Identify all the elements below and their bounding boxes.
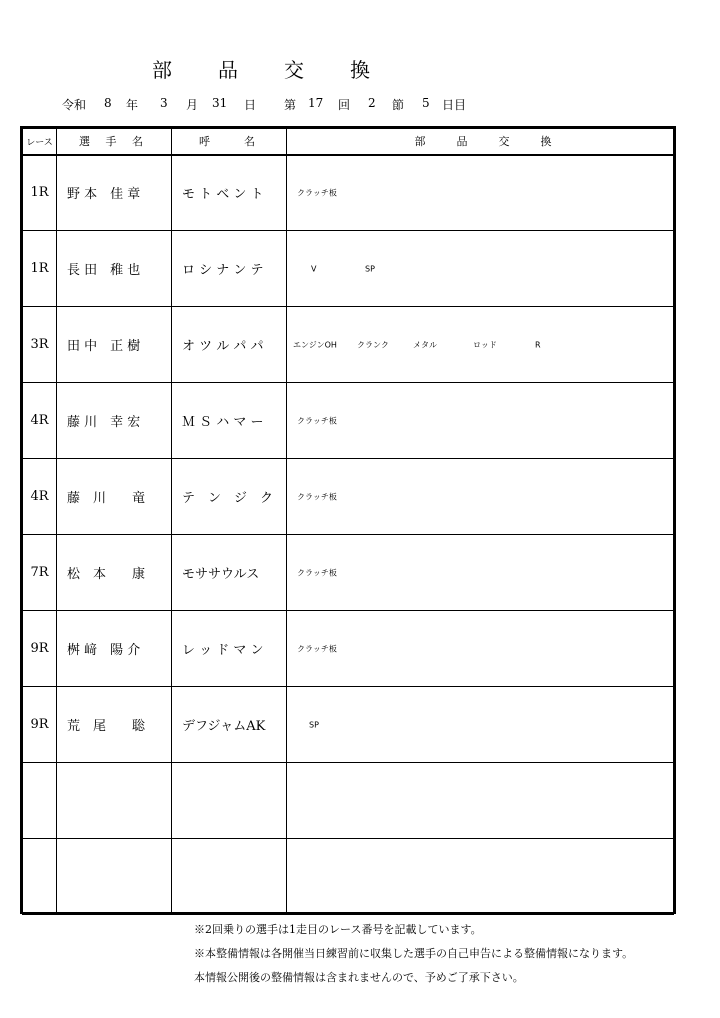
table-row [23, 763, 674, 839]
table-row [23, 611, 674, 687]
race-cell: 7R [23, 535, 57, 611]
nickname-cell: Ｍ Ｓ ハ マ ー [172, 383, 287, 459]
era: 令和 [62, 98, 87, 112]
table-row [23, 383, 674, 459]
day-unit: 日 [244, 98, 257, 112]
racer-name-cell: 荒 尾 聡 [57, 687, 172, 763]
parts-cell [287, 307, 674, 383]
part-item: クランク [357, 340, 389, 349]
race-cell [23, 839, 57, 915]
parts-cell [287, 535, 674, 611]
part-item: メタル [413, 340, 437, 349]
table-row [23, 155, 674, 231]
header-race: レース [23, 129, 57, 155]
header-parts-char: 換 [540, 135, 552, 149]
table-row [23, 839, 674, 915]
day: 31 [212, 96, 228, 110]
nickname-cell: テ ン ジ ク [172, 459, 287, 535]
race-cell: 3R [23, 307, 57, 383]
footnote: 本情報公開後の整備情報は含まれませんので、予めご了承下さい。 [194, 971, 524, 984]
header-nickname: 呼 名 [172, 129, 287, 155]
nickname-cell: デフジャムAK [172, 687, 287, 763]
racer-name-cell: 桝 﨑 陽 介 [57, 611, 172, 687]
nickname-cell: ロ シ ナ ン テ [172, 231, 287, 307]
part-item: R [535, 340, 541, 349]
nickname-cell: レ ッ ド マ ン [172, 611, 287, 687]
part-item: SP [365, 264, 375, 273]
race-cell: 9R [23, 687, 57, 763]
parts-cell [287, 611, 674, 687]
parts-cell [287, 839, 674, 915]
part-item: V [311, 264, 317, 273]
title-char: 交 [284, 58, 304, 82]
parts-cell [287, 459, 674, 535]
month-unit: 月 [186, 98, 199, 112]
part-item: ロッド [473, 340, 497, 349]
racer-name-cell [57, 763, 172, 839]
part-item: クラッチ板 [297, 492, 337, 501]
footnote: ※2回乗りの選手は1走目のレース番号を記載しています。 [194, 923, 482, 936]
table-row [23, 535, 674, 611]
racer-name-cell: 田 中 正 樹 [57, 307, 172, 383]
parts-cell [287, 383, 674, 459]
part-item: クラッチ板 [297, 188, 337, 198]
header-parts-char: 交 [498, 135, 510, 149]
race-cell [23, 763, 57, 839]
nickname-cell [172, 763, 287, 839]
parts-cell [287, 231, 674, 307]
footnote: ※本整備情報は各開催当日練習前に収集した選手の自己申告による整備情報になります。 [194, 947, 634, 960]
title-char: 換 [350, 58, 370, 82]
nickname-cell: モササウルス [172, 535, 287, 611]
nickname-cell [172, 839, 287, 915]
footnotes [194, 918, 633, 990]
parts-cell [287, 155, 674, 231]
part-item: クラッチ板 [297, 568, 337, 577]
race-cell: 4R [23, 459, 57, 535]
header-parts-char: 部 [414, 135, 426, 149]
section-unit: 節 [392, 98, 405, 112]
title-char: 品 [218, 58, 238, 82]
day-number: 5 [422, 96, 430, 110]
nickname-cell: モ ト ベ ン ト [172, 155, 287, 231]
race-cell: 1R [23, 231, 57, 307]
meet-prefix: 第 [284, 98, 297, 112]
part-item: エンジンOH [293, 340, 337, 349]
document-title [152, 54, 370, 83]
part-item: SP [309, 720, 319, 729]
table-row [23, 231, 674, 307]
racer-name-cell: 藤 川 竜 [57, 459, 172, 535]
nickname-cell: オ ツ ル パ パ [172, 307, 287, 383]
race-cell: 1R [23, 155, 57, 231]
parts-exchange-table [20, 126, 676, 914]
header-parts [287, 129, 674, 155]
header-racer-name: 選 手 名 [57, 129, 172, 155]
parts-cell [287, 763, 674, 839]
title-char: 部 [152, 58, 172, 82]
table-row [23, 307, 674, 383]
parts-cell [287, 687, 674, 763]
race-cell: 9R [23, 611, 57, 687]
race-cell: 4R [23, 383, 57, 459]
racer-name-cell: 松 本 康 [57, 535, 172, 611]
meet-number: 17 [308, 96, 324, 110]
month: 3 [160, 96, 168, 110]
part-item: クラッチ板 [297, 644, 337, 653]
table-row [23, 459, 674, 535]
table-row [23, 687, 674, 763]
racer-name-cell [57, 839, 172, 915]
racer-name-cell: 長 田 稚 也 [57, 231, 172, 307]
table-header-row [23, 129, 674, 155]
racer-name-cell: 藤 川 幸 宏 [57, 383, 172, 459]
part-item: クラッチ板 [297, 416, 337, 425]
year-unit: 年 [126, 98, 139, 112]
meet-unit: 回 [338, 98, 351, 112]
day-number-unit: 日目 [442, 98, 467, 112]
header-parts-char: 品 [456, 135, 468, 149]
year: 8 [104, 96, 112, 110]
racer-name-cell: 野 本 佳 章 [57, 155, 172, 231]
section-number: 2 [368, 96, 376, 110]
